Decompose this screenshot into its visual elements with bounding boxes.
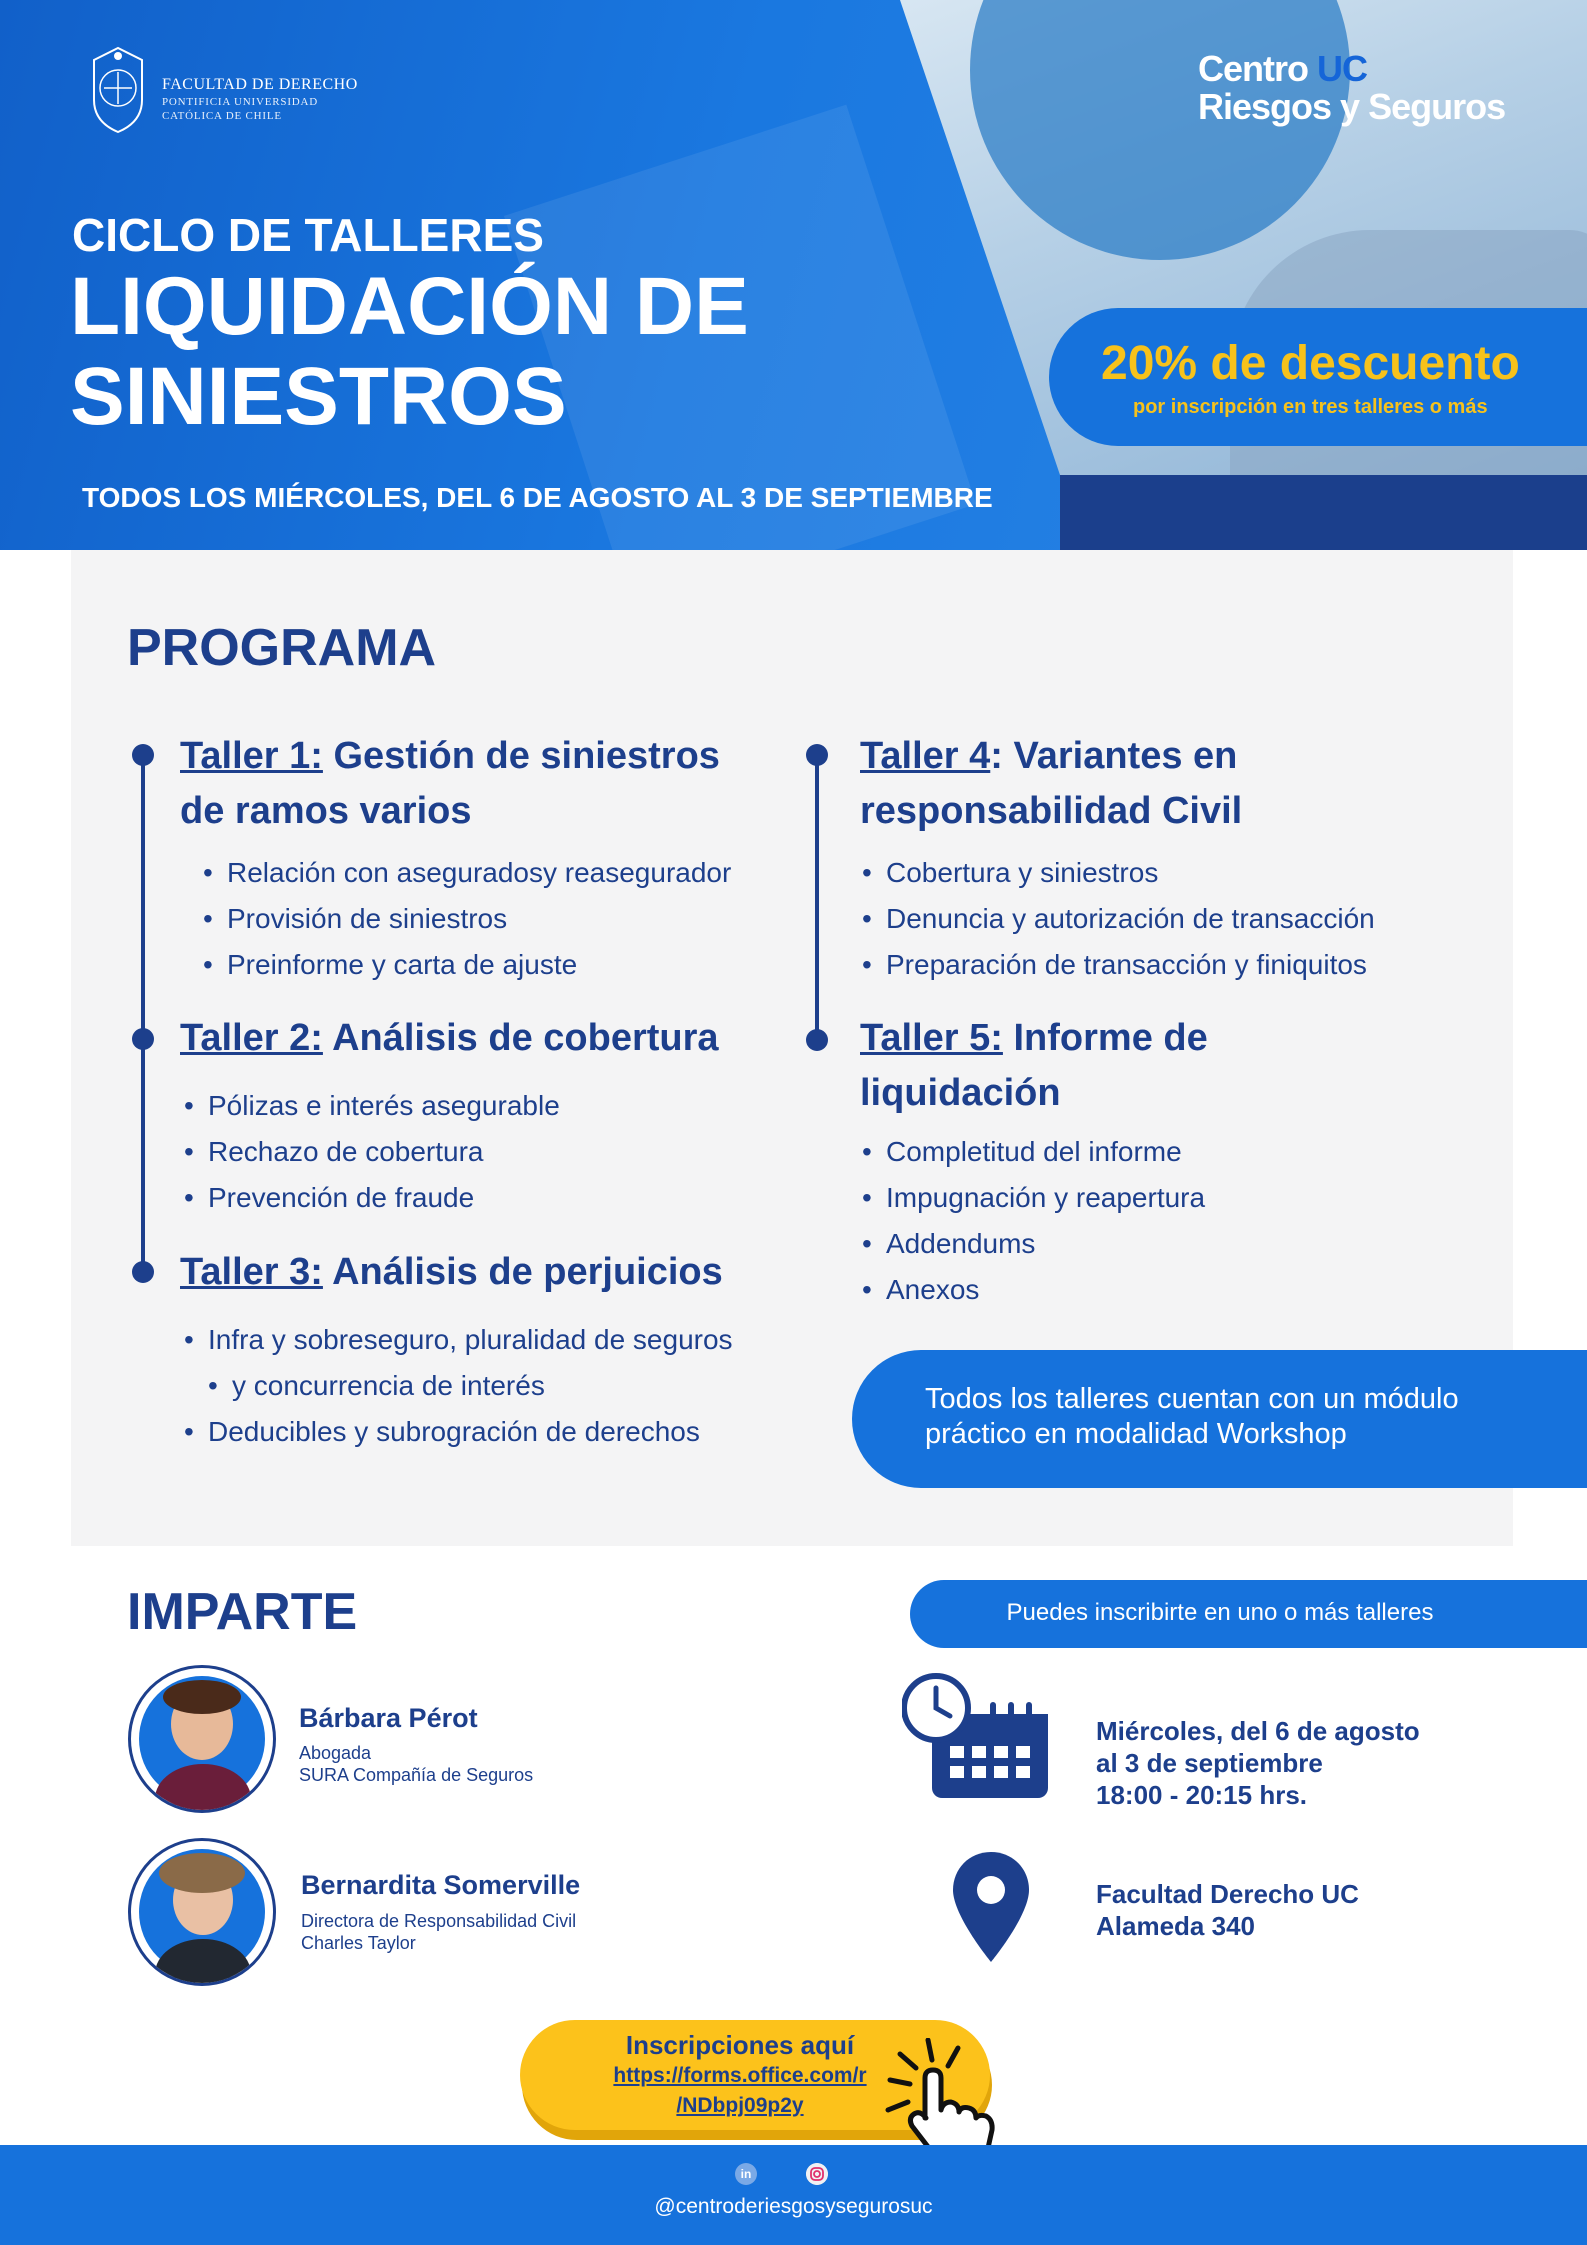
- list-item: • Impugnación y reapertura: [862, 1175, 1205, 1221]
- list-item: • Denuncia y autorización de transacción: [862, 896, 1375, 942]
- list-item: • Anexos: [862, 1267, 1205, 1313]
- list-item: • Cobertura y siniestros: [862, 850, 1375, 896]
- list-item: • Addendums: [862, 1221, 1205, 1267]
- taller-3-heading: [180, 1245, 723, 1300]
- ciclo-label: CICLO DE TALLERES: [72, 209, 544, 261]
- taller-title: Informe de: [1002, 1017, 1208, 1059]
- riesgos-seguros-word: Riesgos y Seguros: [1198, 86, 1506, 127]
- taller-title-cont: liquidación: [860, 1072, 1061, 1114]
- speaker-title: Abogada: [299, 1743, 372, 1763]
- footer: [0, 2145, 1587, 2245]
- faculty-subtitle-2: CATÓLICA DE CHILE: [162, 110, 282, 122]
- taller-1-heading: [180, 729, 720, 839]
- avatar: [128, 1665, 276, 1813]
- list-item: • Deducibles y subrogración de derechos: [184, 1409, 733, 1455]
- workshop-note-text: Todos los talleres cuentan con un módulo práctico en modalidad Workshop: [925, 1383, 1459, 1450]
- inscribe-note-pill: [910, 1580, 1587, 1648]
- list-item: • Prevención de fraude: [184, 1175, 560, 1221]
- taller-label: Taller 2:: [180, 1017, 323, 1059]
- taller-5-heading: [860, 1011, 1208, 1121]
- uc-word: UC: [1317, 48, 1367, 89]
- schedule-line-1: Miércoles, del 6 de agosto: [1096, 1716, 1420, 1746]
- photo-chart-shape: [970, 0, 1350, 260]
- registration-link-line-2[interactable]: /NDbpj09p2y: [676, 2094, 804, 2117]
- timeline-dot: [132, 1261, 154, 1283]
- location-line-1: Facultad Derecho UC: [1096, 1879, 1359, 1909]
- faculty-logo: [86, 42, 416, 134]
- taller-4-items: [862, 850, 1375, 988]
- speaker-name: Bernardita Somerville: [301, 1870, 581, 1900]
- list-item: • Completitud del informe: [862, 1129, 1205, 1175]
- university-seal-icon: [86, 42, 150, 134]
- linkedin-icon[interactable]: in: [735, 2163, 757, 2185]
- timeline-left: [141, 755, 145, 1272]
- list-item: • Preparación de transacción y finiquitos: [862, 942, 1375, 988]
- faculty-title: FACULTAD DE DERECHO: [162, 76, 358, 93]
- list-item: • Relación con aseguradosy reasegurador: [203, 850, 731, 896]
- list-item: • Infra y sobreseguro, pluralidad de seguros: [184, 1317, 733, 1363]
- schedule-text: [1096, 1715, 1420, 1811]
- location-line-2: Alameda 340: [1096, 1911, 1255, 1941]
- schedule-line-2: al 3 de septiembre: [1096, 1748, 1323, 1778]
- programa-title: PROGRAMA: [127, 619, 437, 677]
- imparte-title: IMPARTE: [127, 1583, 358, 1641]
- taller-label: Taller 3:: [180, 1251, 323, 1293]
- timeline-dot: [132, 744, 154, 766]
- workshop-note-pill: [852, 1350, 1587, 1488]
- list-item: • Provisión de siniestros: [203, 896, 731, 942]
- header-banner: [0, 0, 1587, 550]
- speaker-role: [301, 1910, 576, 1954]
- taller-title: Gestión de siniestros: [322, 735, 720, 777]
- taller-label: Taller 5:: [860, 1017, 1003, 1059]
- registration-link-line-1[interactable]: https://forms.office.com/r: [613, 2064, 867, 2087]
- inscribe-note-text: Puedes inscribirte en uno o más talleres: [1006, 1599, 1434, 1626]
- speaker-title: Directora de Responsabilidad Civil: [301, 1911, 577, 1931]
- map-pin-icon: [950, 1850, 1032, 1965]
- speaker-company: Charles Taylor: [301, 1933, 416, 1953]
- main-title-line-1: LIQUIDACIÓN DE: [70, 261, 749, 352]
- avatar: [128, 1838, 276, 1986]
- schedule-line-3: 18:00 - 20:15 hrs.: [1096, 1780, 1308, 1810]
- taller-title-cont: de ramos varios: [180, 790, 472, 832]
- taller-title: : Variantes en: [990, 735, 1238, 777]
- taller-4-heading: [860, 729, 1242, 839]
- speaker-name: Bárbara Pérot: [299, 1703, 478, 1733]
- timeline-dot: [806, 744, 828, 766]
- taller-label: Taller 1:: [180, 735, 323, 777]
- social-handle[interactable]: @centroderiesgosysegurosuc: [654, 2195, 933, 2218]
- speaker-company: SURA Compañía de Seguros: [299, 1765, 534, 1785]
- discount-amount: 20% de descuento: [1101, 337, 1520, 390]
- taller-3-items: [184, 1317, 733, 1455]
- list-item-continuation: [184, 1363, 733, 1409]
- discount-condition: por inscripción en tres talleres o más: [1133, 396, 1488, 418]
- location-text: [1096, 1878, 1359, 1942]
- header-dark-band: [1060, 475, 1587, 550]
- taller-2-items: [184, 1083, 560, 1221]
- list-item: • Rechazo de cobertura: [184, 1129, 560, 1175]
- hair-shape: [163, 1680, 241, 1714]
- instagram-icon[interactable]: [806, 2163, 828, 2185]
- discount-badge: [1049, 308, 1587, 446]
- timeline-dot: [806, 1029, 828, 1051]
- taller-1-items: [203, 850, 731, 988]
- main-title-line-2: SINIESTROS: [70, 351, 567, 442]
- taller-label: Taller 4: [860, 735, 991, 777]
- taller-title-cont: responsabilidad Civil: [860, 790, 1243, 832]
- speaker-role: [299, 1742, 533, 1786]
- continuation-text: y concurrencia de interés: [232, 1370, 545, 1401]
- timeline-dot: [132, 1028, 154, 1050]
- hair-shape: [159, 1853, 245, 1893]
- centro-word: Centro: [1198, 48, 1317, 89]
- taller-5-items: [862, 1129, 1205, 1313]
- centro-uc-logo: [1198, 50, 1505, 126]
- taller-title: Análisis de perjuicios: [322, 1251, 723, 1293]
- taller-title: Análisis de cobertura: [322, 1017, 719, 1059]
- taller-2-heading: [180, 1011, 719, 1066]
- calendar-clock-icon: [902, 1672, 1052, 1802]
- list-item: • Pólizas e interés asegurable: [184, 1083, 560, 1129]
- dates-banner: TODOS LOS MIÉRCOLES, DEL 6 DE AGOSTO AL 3 DE SEPTIEMBRE: [82, 482, 993, 513]
- list-item: • Preinforme y carta de ajuste: [203, 942, 731, 988]
- timeline-right: [815, 755, 819, 1040]
- faculty-subtitle-1: PONTIFICIA UNIVERSIDAD: [162, 96, 319, 108]
- registration-title: Inscripciones aquí: [625, 2030, 855, 2060]
